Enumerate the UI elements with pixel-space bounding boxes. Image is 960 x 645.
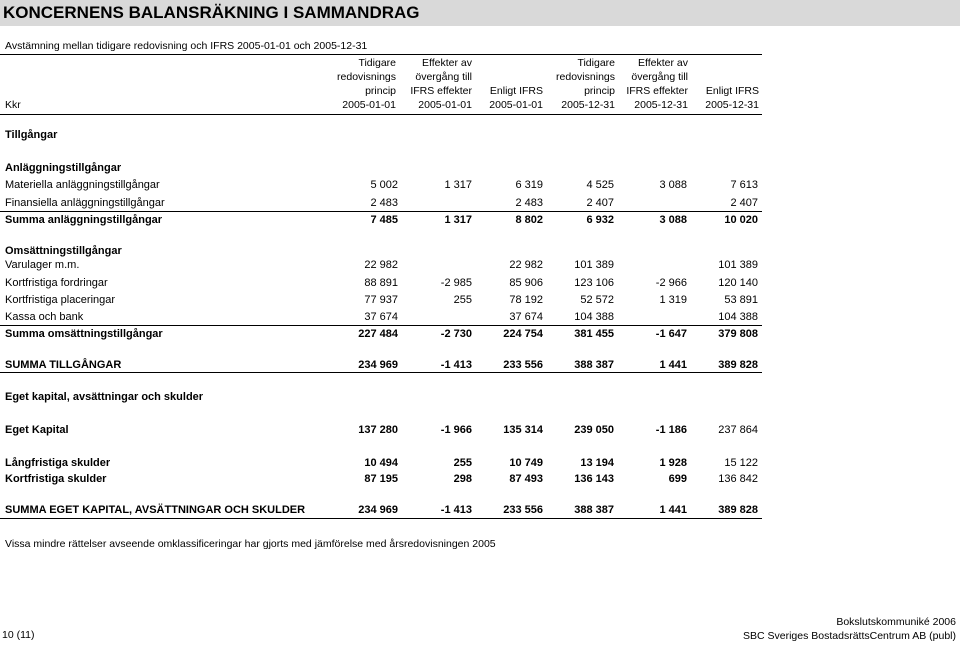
row-value: 10 020 (724, 214, 758, 226)
row-value: -1 413 (440, 504, 472, 516)
row-value: 104 388 (718, 311, 758, 323)
row-value: 52 572 (580, 294, 614, 306)
row-value: 2 407 (730, 197, 758, 209)
table-row (0, 275, 762, 291)
header-col-line: redovisnings (556, 71, 615, 83)
row-value: 1 441 (659, 359, 687, 371)
row-value: 5 002 (370, 179, 398, 191)
row-value: 10 494 (364, 457, 398, 469)
row-value: 85 906 (509, 277, 543, 289)
row-value: 6 319 (515, 179, 543, 191)
row-value: -1 647 (655, 328, 687, 340)
row-value: 87 493 (509, 473, 543, 485)
row-value: 1 317 (444, 214, 472, 226)
row-value: 388 387 (574, 504, 614, 516)
row-label: Materiella anläggningstillgångar (5, 179, 160, 191)
header-col-line: Effekter av (638, 57, 688, 69)
row-value: 1 319 (659, 294, 687, 306)
row-value: 381 455 (574, 328, 614, 340)
table-row (0, 389, 762, 405)
page-number: 10 (11) (2, 629, 35, 641)
row-value: 10 749 (509, 457, 543, 469)
table-row (0, 257, 762, 273)
table-row (0, 127, 762, 143)
table-row (0, 212, 762, 228)
row-value: 88 891 (364, 277, 398, 289)
row-value: -2 966 (655, 277, 687, 289)
header-col-line: 2005-01-01 (489, 99, 543, 111)
header-col-line (679, 70, 759, 84)
header-col-2 (392, 56, 472, 112)
row-label: SUMMA EGET KAPITAL, AVSÄTTNINGAR OCH SKULDER (5, 504, 306, 516)
row-value: 8 802 (515, 214, 543, 226)
row-label: Kortfristiga placeringar (5, 294, 116, 306)
row-label: Varulager m.m. (5, 259, 80, 271)
row-value: 123 106 (574, 277, 614, 289)
header-col-line: redovisnings (337, 71, 396, 83)
row-label: SUMMA TILLGÅNGAR (5, 359, 122, 371)
row-label: Summa anläggningstillgångar (5, 214, 163, 226)
header-col-line: IFRS effekter (626, 85, 688, 97)
header-col-line: Effekter av (422, 57, 472, 69)
row-value: 255 (453, 457, 472, 469)
row-value: 135 314 (503, 424, 543, 436)
row-value: 233 556 (503, 359, 543, 371)
row-value: 237 864 (718, 424, 758, 436)
header-col-line: 2005-12-31 (634, 99, 688, 111)
row-value: 22 982 (364, 259, 398, 271)
page-footer (743, 615, 956, 643)
header-col-line (679, 56, 759, 70)
row-value: 699 (668, 473, 687, 485)
rule-summa-total (0, 518, 762, 519)
row-value: 227 484 (358, 328, 398, 340)
row-value: 104 388 (574, 311, 614, 323)
table-row (0, 455, 762, 471)
row-value: 136 842 (718, 473, 758, 485)
header-bottom-rule (0, 114, 762, 115)
header-top-rule (0, 54, 762, 55)
header-col-line: Enligt IFRS (705, 85, 759, 97)
header-col-line: Tidigare (358, 57, 396, 69)
row-value: -1 413 (440, 359, 472, 371)
row-label: Eget kapital, avsättningar och skulder (5, 391, 204, 403)
row-label: Omsättningstillgångar (5, 245, 122, 257)
header-col-line: övergång till (415, 71, 472, 83)
row-value: 379 808 (718, 328, 758, 340)
header-col-line: 2005-01-01 (418, 99, 472, 111)
row-value: 389 828 (718, 359, 758, 371)
row-value: 22 982 (509, 259, 543, 271)
header-col-3 (463, 56, 543, 112)
table-row (0, 422, 762, 438)
row-value: 2 483 (515, 197, 543, 209)
row-value: -2 985 (440, 277, 472, 289)
row-value: -1 186 (655, 424, 687, 436)
row-label: Kassa och bank (5, 311, 84, 323)
footer-report-name: Bokslutskommuniké 2006 (836, 616, 956, 628)
header-col-line: Enligt IFRS (489, 85, 543, 97)
row-value: 239 050 (574, 424, 614, 436)
footnote: Vissa mindre rättelser avseende omklassificeringar har gjorts med jämförelse med årsredovisningen 2005 (5, 538, 496, 550)
row-value: 136 143 (574, 473, 614, 485)
row-value: 101 389 (718, 259, 758, 271)
page-subtitle: Avstämning mellan tidigare redovisning och IFRS 2005-01-01 och 2005-12-31 (5, 40, 368, 52)
page-title: KONCERNENS BALANSRÄKNING I SAMMANDRAG (0, 0, 960, 26)
header-col-line: princip (365, 85, 396, 97)
row-value: 234 969 (358, 504, 398, 516)
row-value: 3 088 (659, 214, 687, 226)
header-col-line: IFRS effekter (410, 85, 472, 97)
row-value: 15 122 (724, 457, 758, 469)
row-label: Anläggningstillgångar (5, 162, 122, 174)
header-col-line: övergång till (631, 71, 688, 83)
row-value: 224 754 (503, 328, 543, 340)
table-row (0, 309, 762, 326)
header-col-line: 2005-12-31 (561, 99, 615, 111)
row-value: 137 280 (358, 424, 398, 436)
row-value: 78 192 (509, 294, 543, 306)
table-row (0, 292, 762, 308)
row-value: 3 088 (659, 179, 687, 191)
header-col-line (463, 56, 543, 70)
table-row (0, 502, 762, 518)
table-row (0, 357, 762, 373)
row-value: 6 932 (586, 214, 614, 226)
row-label: Tillgångar (5, 129, 58, 141)
header-col-1 (316, 56, 396, 112)
row-label: Kortfristiga skulder (5, 473, 107, 485)
header-col-line: princip (584, 85, 615, 97)
header-col-line: 2005-01-01 (342, 99, 396, 111)
row-value: 1 928 (659, 457, 687, 469)
header-unit-label: Kkr (5, 99, 21, 111)
row-value: 7 485 (370, 214, 398, 226)
row-value: 1 317 (444, 179, 472, 191)
row-value: -2 730 (440, 328, 472, 340)
row-label: Eget Kapital (5, 424, 69, 436)
row-value: 4 525 (586, 179, 614, 191)
table-row (0, 160, 762, 176)
row-value: 87 195 (364, 473, 398, 485)
row-value: 37 674 (509, 311, 543, 323)
row-value: 1 441 (659, 504, 687, 516)
row-value: 233 556 (503, 504, 543, 516)
row-label: Långfristiga skulder (5, 457, 111, 469)
table-row (0, 326, 762, 342)
row-value: 2 483 (370, 197, 398, 209)
header-col-line (463, 70, 543, 84)
row-value: 389 828 (718, 504, 758, 516)
header-col-5 (608, 56, 688, 112)
row-value: 2 407 (586, 197, 614, 209)
header-col-6 (679, 56, 759, 112)
row-value: 37 674 (364, 311, 398, 323)
row-value: 120 140 (718, 277, 758, 289)
row-value: -1 966 (440, 424, 472, 436)
row-value: 298 (453, 473, 472, 485)
row-value: 234 969 (358, 359, 398, 371)
row-value: 255 (453, 294, 472, 306)
row-value: 13 194 (580, 457, 614, 469)
row-value: 388 387 (574, 359, 614, 371)
row-label: Finansiella anläggningstillgångar (5, 197, 165, 209)
table-row (0, 195, 762, 212)
table-row (0, 471, 762, 487)
row-label: Kortfristiga fordringar (5, 277, 108, 289)
header-col-line: Tidigare (577, 57, 615, 69)
row-value: 53 891 (724, 294, 758, 306)
header-col-line: 2005-12-31 (705, 99, 759, 111)
header-unit (5, 98, 21, 112)
row-value: 7 613 (730, 179, 758, 191)
row-value: 77 937 (364, 294, 398, 306)
table-row (0, 177, 762, 193)
row-label: Summa omsättningstillgångar (5, 328, 163, 340)
rule-summa-tillgangar (0, 372, 762, 373)
header-col-4 (535, 56, 615, 112)
footer-company-name: SBC Sveriges BostadsrättsCentrum AB (publ) (742, 630, 956, 642)
row-value: 101 389 (574, 259, 614, 271)
